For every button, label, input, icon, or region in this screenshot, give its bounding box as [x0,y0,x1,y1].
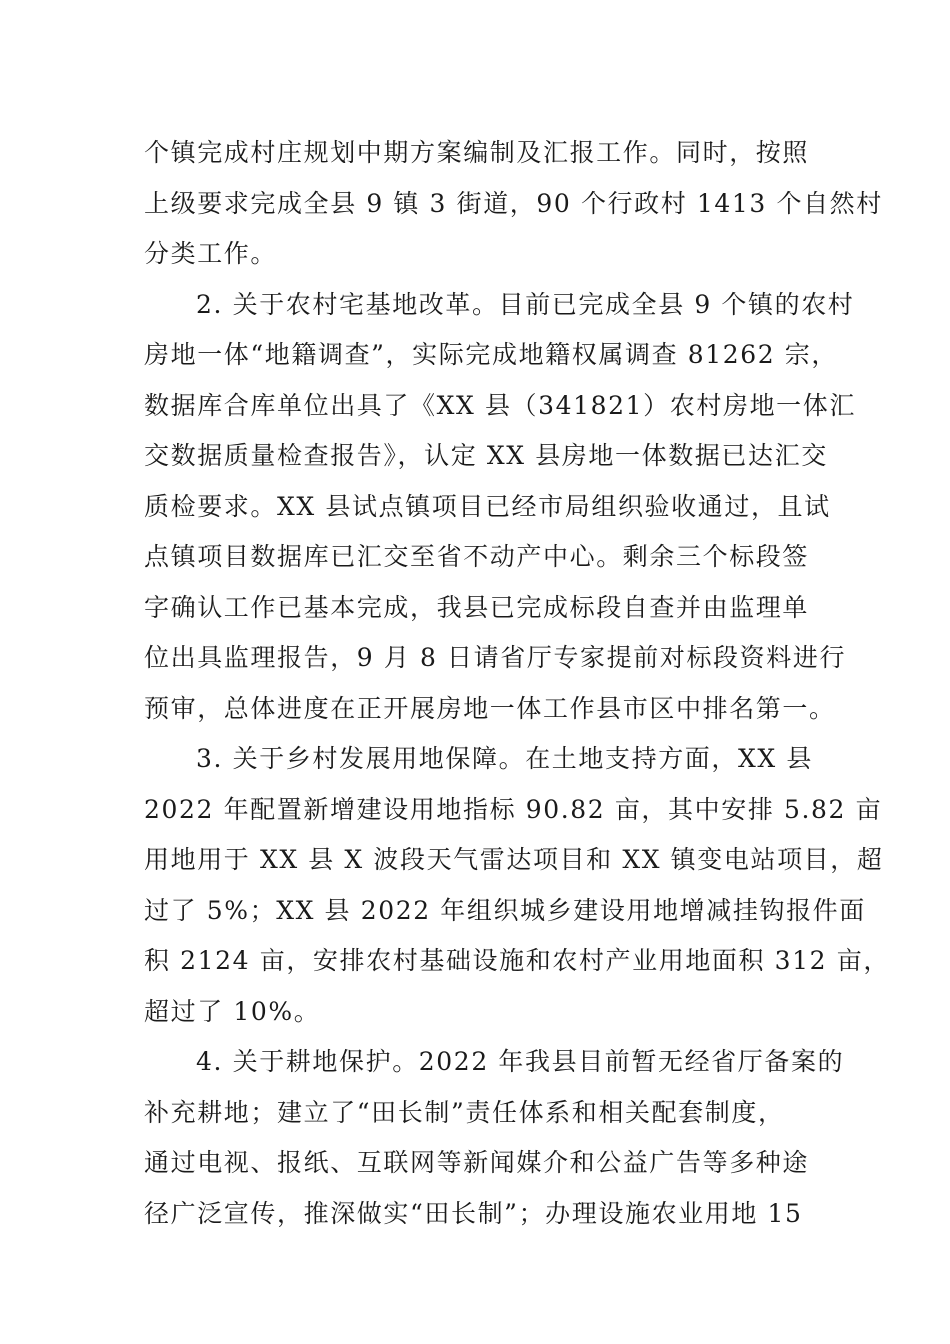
text-line: 过了 5%；XX 县 2022 年组织城乡建设用地增减挂钩报件面 [144,895,866,925]
text-line: 点镇项目数据库已汇交至省不动产中心。剩余三个标段签 [144,542,810,571]
text-line: 上级要求完成全县 9 镇 3 街道，90 个行政村 1413 个自然村 [144,188,883,218]
text-line: 径广泛宣传，推深做实“田长制”；办理设施农业用地 15 [144,1198,803,1228]
text-line: 通过电视、报纸、互联网等新闻媒介和公益广告等多种途 [144,1148,810,1177]
text-line: 积 2124 亩，安排农村基础设施和农村产业用地面积 312 亩， [144,946,890,975]
text-line: 用地用于 XX 县 X 波段天气雷达项目和 XX 镇变电站项目，超 [144,845,884,874]
text-line: 位出具监理报告，9 月 8 日请省厅专家提前对标段资料进行 [144,643,847,672]
text-line: 交数据质量检查报告》，认定 XX 县房地一体数据已达汇交 [144,441,828,470]
text-line: 2022 年配置新增建设用地指标 90.82 亩，其中安排 5.82 亩 [144,794,883,824]
text-line: 字确认工作已基本完成，我县已完成标段自查并由监理单 [144,592,810,622]
paragraph-first-line: 2. 关于农村宅基地改革。目前已完成全县 9 个镇的农村 [196,289,855,319]
text-line: 质检要求。XX 县试点镇项目已经市局组织验收通过，且试 [144,491,831,521]
text-line: 个镇完成村庄规划中期方案编制及汇报工作。同时，按照 [144,138,810,167]
paragraph-first-line: 4. 关于耕地保护。2022 年我县目前暂无经省厅备案的 [196,1047,845,1076]
paragraph-first-line: 3. 关于乡村发展用地保障。在土地支持方面，XX 县 [196,744,813,773]
text-line: 预审，总体进度在正开展房地一体工作县市区中排名第一。 [144,693,836,723]
text-line: 房地一体“地籍调查”，实际完成地籍权属调查 81262 宗， [144,340,838,369]
text-line: 数据库合库单位出具了《XX 县（341821）农村房地一体汇 [144,390,856,420]
text-line: 补充耕地；建立了“田长制”责任体系和相关配套制度， [144,1097,785,1127]
text-line: 分类工作。 [144,239,278,268]
text-line: 超过了 10%。 [144,996,321,1026]
document-body [144,128,890,1239]
